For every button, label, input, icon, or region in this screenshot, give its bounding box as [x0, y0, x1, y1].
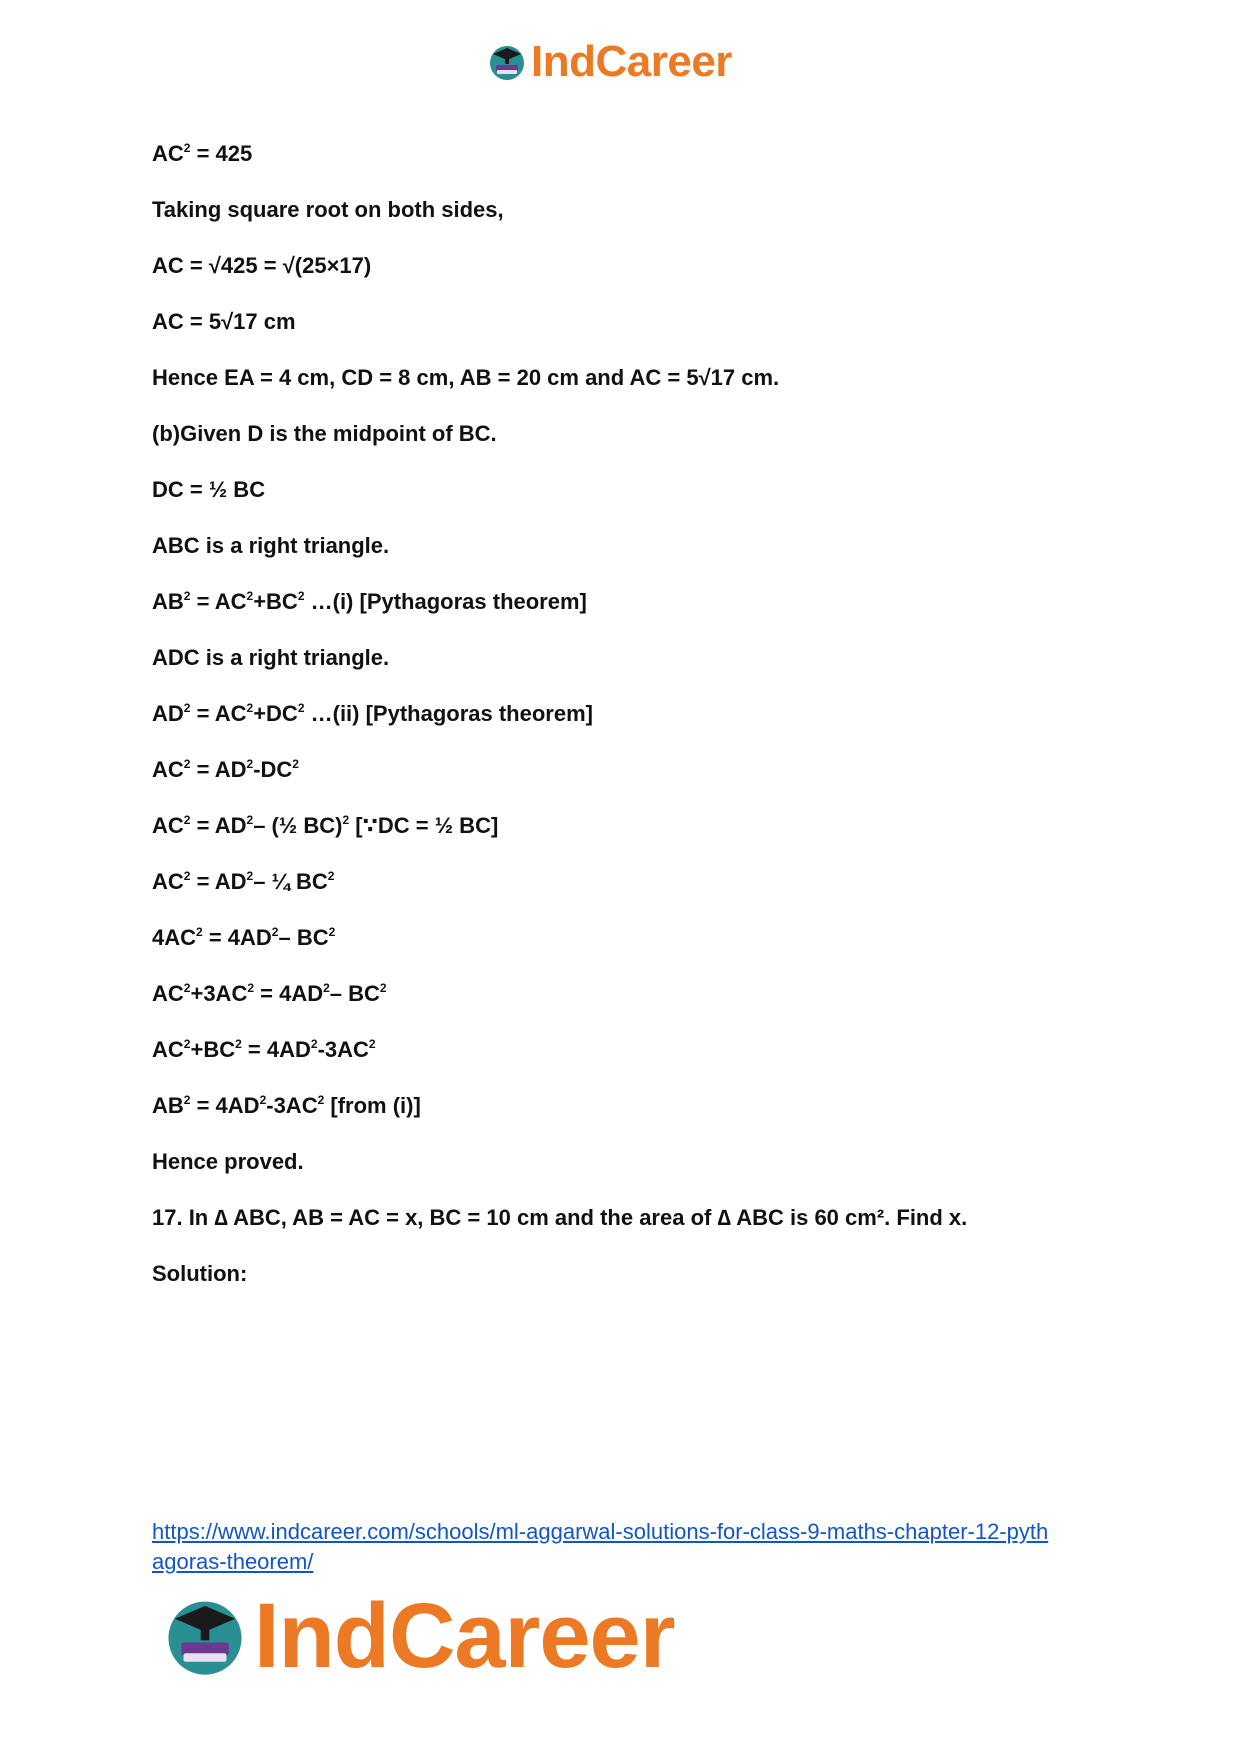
solution-line: AC = √425 = √(25×17) [152, 253, 372, 278]
solution-line: 17. In ∆ ABC, AB = AC = x, BC = 10 cm and the area of ∆ ABC is 60 cm². Find x. [152, 1205, 968, 1230]
solution-line: $AB^2 = 4AD^2-3AC^2$ [from (i)] [152, 1093, 421, 1118]
solution-line: $AC^2 = AD^2-DC^2$ [152, 757, 299, 782]
solution-line: $4AC^2 = 4AD^2-$ $BC^2$ [152, 925, 336, 950]
solution-line: Solution: [152, 1261, 248, 1286]
solution-line: $AC^2 = AD^2-$ ¼ $BC^2$ [152, 869, 335, 894]
source-link[interactable] [152, 1519, 1048, 1574]
solution-line: (b)Given D is the midpoint of BC. [152, 421, 497, 446]
solution-line: $AC^2+BC^2 = 4AD^2-3AC^2$ [152, 1037, 376, 1062]
solution-line: ABC is a right triangle. [152, 533, 390, 558]
graduation-book-icon [487, 42, 527, 82]
header-logo [487, 37, 732, 86]
solution-content [152, 140, 1112, 1316]
solution-line: DC = ½ BC [152, 477, 266, 502]
solution-line: AC = 5√17 cm [152, 309, 296, 334]
solution-line: $AC^2 = AD^2-$ (½ BC)$^2$ [∵DC = ½ BC] [152, 813, 499, 838]
solution-line: Taking square root on both sides, [152, 197, 504, 222]
footer-logo [162, 1585, 675, 1687]
source-link-line-1: https://www.indcareer.com/schools/ml-aggarwal-solutions-for-class-9-maths-chapter-12-pyth [152, 1519, 1049, 1544]
solution-line: $AC^2+3AC^2 = 4AD^2-$ $BC^2$ [152, 981, 387, 1006]
solution-line: $AC^2 = 425$ [152, 141, 253, 166]
solution-line: $AD^2 = AC^2+DC^2$ …(ii) [Pythagoras theorem] [152, 701, 593, 726]
source-link-line-2: agoras-theorem/ [152, 1549, 314, 1574]
logo-text: IndCareer [531, 37, 732, 86]
solution-line: Hence EA = 4 cm, CD = 8 cm, AB = 20 cm and AC = 5√17 cm. [152, 365, 780, 390]
graduation-book-icon [162, 1593, 248, 1679]
source-link-block [152, 1517, 1102, 1577]
solution-line: $AB^2 = AC^2+BC^2$ …(i) [Pythagoras theorem] [152, 589, 587, 614]
logo-text: IndCareer [254, 1585, 675, 1687]
solution-line: Hence proved. [152, 1149, 304, 1174]
solution-line: ADC is a right triangle. [152, 645, 390, 670]
